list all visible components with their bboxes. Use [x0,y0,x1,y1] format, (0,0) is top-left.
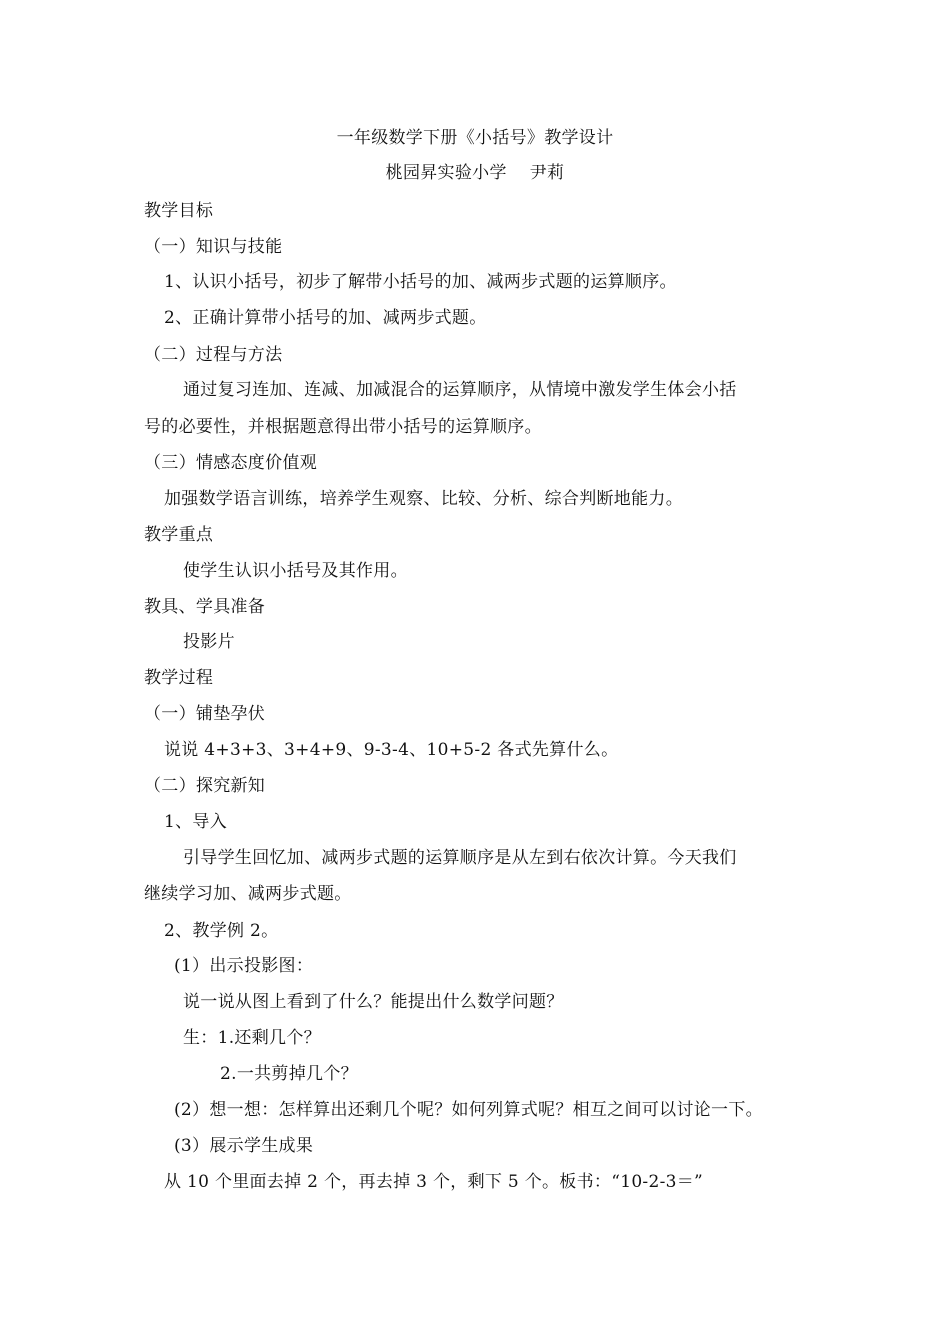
heading-teaching-process: 教学过程 [144,668,214,688]
paragraph-preparation: 说说 4+3+3、3+4+9、9-3-4、10+5-2 各式先算什么。 [164,740,619,760]
subheading-introduction: 1、导入 [164,812,228,832]
paragraph-process-line-1: 通过复习连加、连减、加减混合的运算顺序，从情境中激发学生体会小括 [183,380,737,400]
paragraph-teaching-aids: 投影片 [183,632,235,652]
step-1-show-projection: (1）出示投影图： [174,956,314,976]
heading-teaching-goals: 教学目标 [144,201,214,221]
heading-teaching-aids: 教具、学具准备 [144,597,266,617]
paragraph-process-line-2: 号的必要性，并根据题意得出带小括号的运算顺序。 [144,417,542,437]
paragraph-introduction-line-2: 继续学习加、减两步式题。 [144,884,352,904]
subheading-example-2: 2、教学例 2。 [164,921,279,941]
paragraph-introduction-line-1: 引导学生回忆加、减两步式题的运算顺序是从左到右依次计算。今天我们 [183,848,737,868]
paragraph-key-points: 使学生认识小括号及其作用。 [183,561,408,581]
heading-key-points: 教学重点 [144,525,214,545]
subheading-emotions-values: （三）情感态度价值观 [144,453,317,473]
subheading-process-methods: （二）过程与方法 [144,345,283,365]
goal-item-2: 2、正确计算带小括号的加、减两步式题。 [164,308,487,328]
step-3-show-results: (3）展示学生成果 [174,1136,314,1156]
step-2-think: (2）想一想：怎样算出还剩几个呢？如何列算式呢？相互之间可以讨论一下。 [174,1100,763,1120]
subheading-knowledge-skills: （一）知识与技能 [144,237,283,257]
document-author: 桃园昇实验小学 尹莉 [385,163,565,183]
paragraph-emotions: 加强数学语言训练，培养学生观察、比较、分析、综合判断地能力。 [164,489,683,509]
student-answer-1: 生：1.还剩几个？ [183,1028,321,1048]
subheading-preparation: （一）铺垫孕伏 [144,704,266,724]
subheading-explore: （二）探究新知 [144,776,266,796]
paragraph-board-writing: 从 10 个里面去掉 2 个，再去掉 3 个，剩下 5 个。板书：“10-2-3＝” [164,1172,704,1192]
student-answer-2: 2.一共剪掉几个？ [220,1064,358,1084]
paragraph-discussion: 说一说从图上看到了什么？能提出什么数学问题？ [183,992,564,1012]
goal-item-1: 1、认识小括号，初步了解带小括号的加、减两步式题的运算顺序。 [164,272,677,292]
document-title: 一年级数学下册《小括号》教学设计 [336,128,614,148]
